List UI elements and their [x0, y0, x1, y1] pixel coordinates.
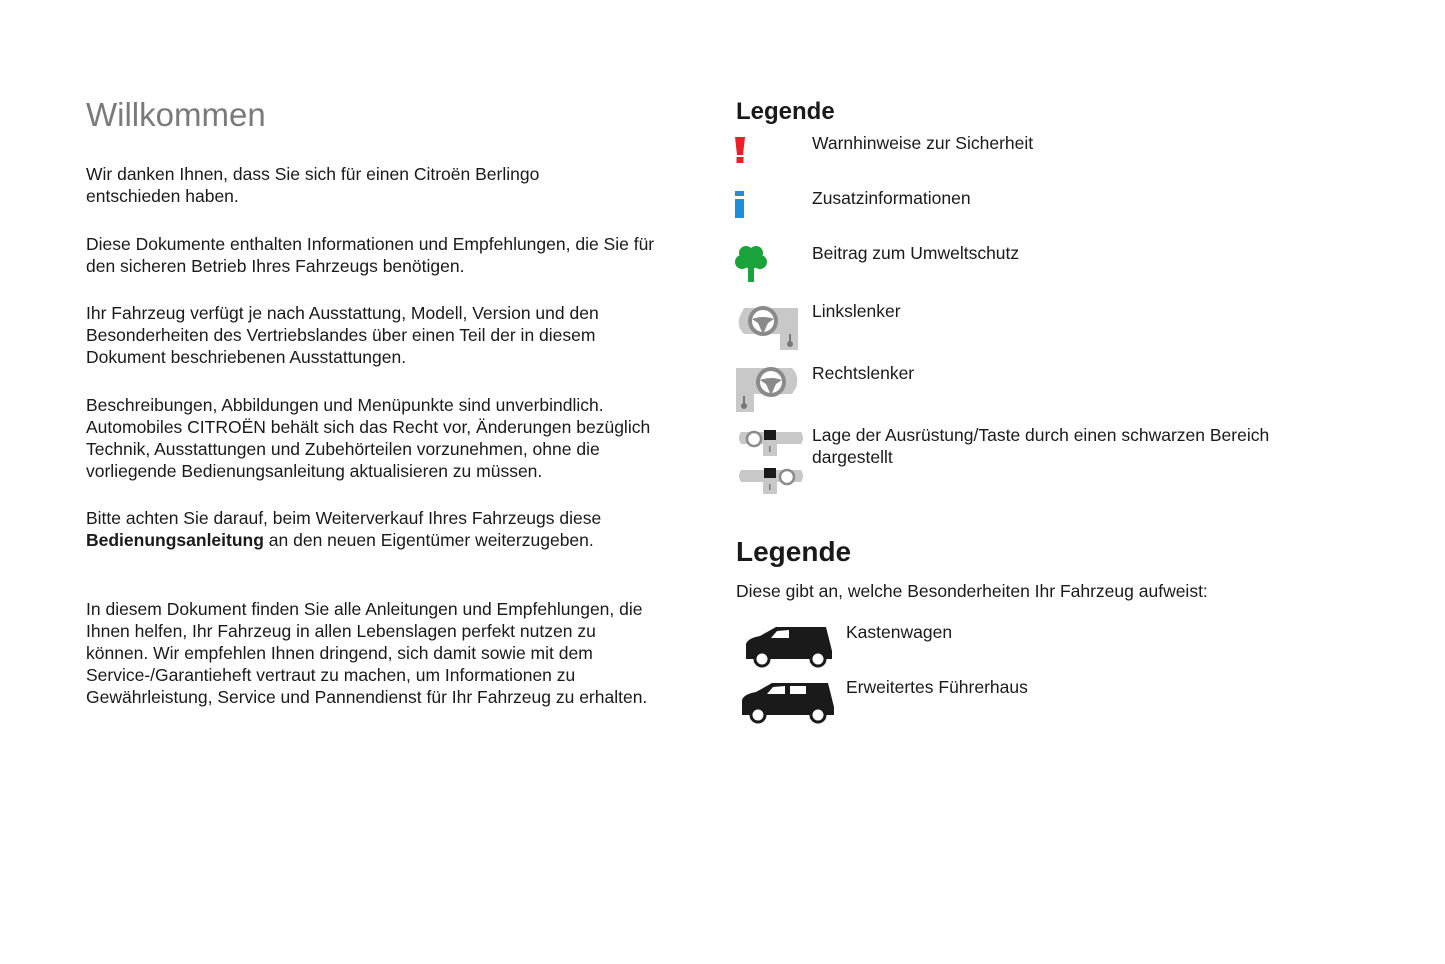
resale-paragraph: [86, 507, 656, 551]
page-title: Willkommen: [86, 96, 266, 133]
panel-van-icon: [744, 626, 834, 668]
legend-item-left-hand-drive: Linkslenker: [812, 301, 901, 321]
intro-paragraph: Wir danken Ihnen, dass Sie sich für einen Citroën Berlingo entschieden haben.: [86, 164, 540, 206]
legend-subtitle: Diese gibt an, welche Besonderheiten Ihr Fahrzeug aufweist:: [736, 581, 1208, 601]
legend-item-extended-cab: Erweitertes Führerhaus: [846, 677, 1028, 697]
resale-text: Bitte achten Sie darauf, beim Weiterverkauf Ihres Fahrzeugs diese: [86, 508, 602, 528]
equipment-location-icon: [737, 426, 805, 496]
legend-item-environment: Beitrag zum Umweltschutz: [812, 243, 1020, 263]
usage-paragraph: In diesem Dokument finden Sie alle Anleitungen und Empfehlungen, die Ihnen helfen, Ihr Fahrzeug in allen Lebenslagen perfekt nutzen zu können. Wir empfehlen Ihnen dringend, sich damit sowie mit dem Service-/Garantieheft vertraut zu machen, um Informationen zu Gewährleistung, Service und Pannendienst für Ihr Fahrzeug zu erhalten.: [86, 599, 648, 707]
legend-item-warning: Warnhinweise zur Sicherheit: [812, 133, 1034, 153]
equipment-paragraph: Ihr Fahrzeug verfügt je nach Ausstattung, Modell, Version und den Besonderheiten des Vertriebslandes über einen Teil der in diesem Dokument beschriebenen Ausstattungen.: [86, 303, 599, 367]
legend-heading-vehicle: Legende: [736, 536, 852, 567]
legend-item-panel-van: Kastenwagen: [846, 622, 953, 642]
manual-emphasis: Bedienungsanleitung: [86, 530, 264, 550]
legend-heading: Legende: [736, 98, 835, 125]
legend-item-equipment-location: Lage der Ausrüstung/Taste durch einen schwarzen Bereich dargestellt: [812, 425, 1270, 467]
right-hand-drive-icon: [736, 364, 800, 414]
legend-item-right-hand-drive: Rechtslenker: [812, 363, 915, 383]
left-hand-drive-icon: [736, 304, 800, 352]
tree-icon: [735, 244, 767, 284]
warning-exclamation-icon: [733, 136, 747, 164]
extended-cab-van-icon: [740, 682, 836, 724]
legend-item-info: Zusatzinformationen: [812, 188, 971, 208]
resale-text-end: an den neuen Eigentümer weiterzugeben.: [263, 530, 594, 550]
info-icon: [734, 191, 746, 219]
documents-paragraph: Diese Dokumente enthalten Informationen und Empfehlungen, die Sie für den sicheren Betrieb Ihres Fahrzeugs benötigen.: [86, 234, 655, 276]
disclaimer-paragraph: Beschreibungen, Abbildungen und Menüpunkte sind unverbindlich. Automobiles CITROËN behält sich das Recht vor, Änderungen bezüglich Technik, Ausstattungen und Zubehörteilen vorzunehmen, ohne die vorliegende Bedienungsanleitung aktualisieren zu müssen.: [86, 395, 651, 481]
